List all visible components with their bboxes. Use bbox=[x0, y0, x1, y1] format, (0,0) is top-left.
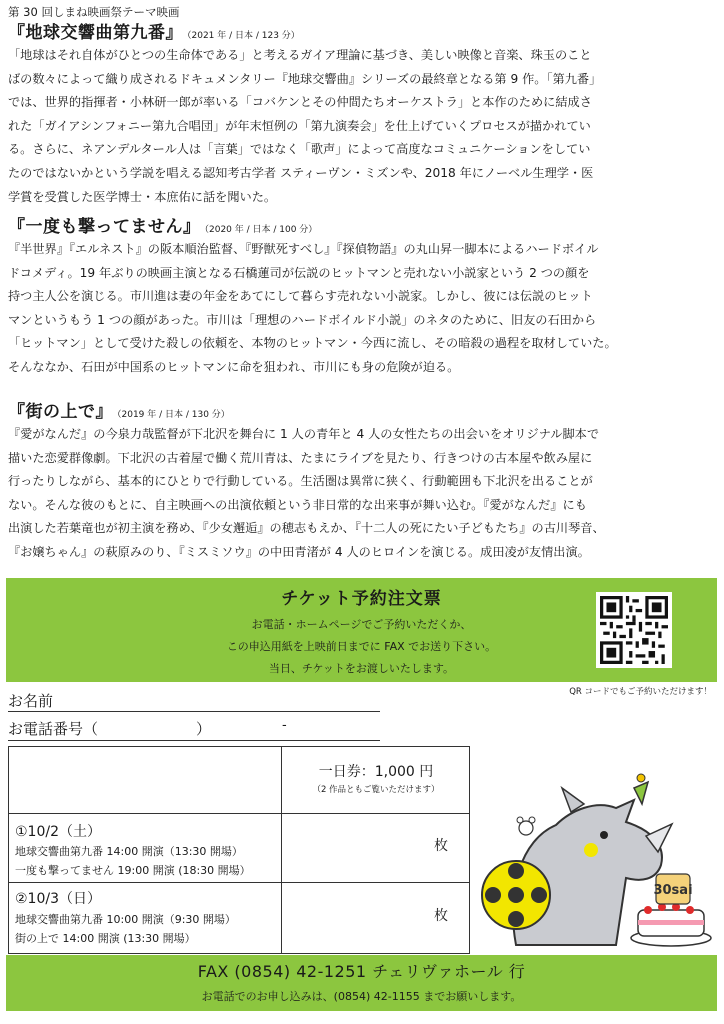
ticket-instruction: お電話・ホームページでご予約いただくか、 bbox=[251, 618, 472, 631]
cake-label: 30sai bbox=[653, 883, 693, 898]
film-heading bbox=[8, 18, 716, 43]
film-meta: （2021 年 / 日本 / 123 分） bbox=[187, 31, 300, 41]
showtime: 街の上で 14:00 開演 (13:30 開場） bbox=[15, 932, 196, 945]
desc-line: 行ったりしながら、基本的にひとりで行動している。生活圏は異常に狭く、行動範囲も下北沢を出ることが bbox=[8, 474, 593, 489]
showtime: 一度も撃ってません 19:00 開演 (18:30 開場） bbox=[15, 864, 251, 877]
showtime: 地球交響曲第九番 14:00 開演（13:30 開場） bbox=[15, 845, 243, 858]
phone-close-paren: ） bbox=[196, 720, 212, 738]
party-hat-icon bbox=[634, 782, 648, 804]
desc-line: 学賞を受賞した医学博士・本庶佑に話を聞いた。 bbox=[8, 189, 277, 204]
desc-line: ドコメディ。19 年ぶりの映画主演となる石橋蓮司が伝説のヒットマンと売れない小説家という 2 つの顔を bbox=[8, 265, 590, 280]
ticket-quantity-field[interactable]: 枚 bbox=[434, 908, 448, 924]
desc-line: 『半世界』『エルネスト』の阪本順治監督、『野獣死すべし』『探偵物語』の丸山昇一脚本によるハードボイル bbox=[8, 242, 599, 256]
price-note: （2 作品ともご覧いただけます） bbox=[312, 785, 440, 795]
desc-line: そんななか、石田が中国系のヒットマンに命を狙われ、市川にも身の危険が迫る。 bbox=[8, 359, 460, 374]
order-table bbox=[8, 746, 470, 954]
desc-line: 「ヒットマン」として受けた殺しの依頼を、本物のヒットマン・今西に流し、その暗殺の過程を取材していた。 bbox=[8, 336, 617, 351]
desc-line: では、世界的指揮者・小林研一郎が率いる「コバケンとその仲間たちオーケストラ」と本作のために結成さ bbox=[8, 95, 592, 110]
film-meta: （2019 年 / 日本 / 130 分） bbox=[117, 410, 230, 420]
ticket-title: チケット予約注文票 bbox=[281, 589, 442, 609]
rhino-mascot-illustration bbox=[476, 770, 716, 955]
desc-line: 出演した若葉竜也が初主演を務め、『少女邂逅』の穂志もえか、『十二人の死にたい子どもたち』の古川琴音、 bbox=[8, 521, 605, 536]
desc-line: れた「ガイアシンフォニー第九合唱団」が年末恒例の「第九演奏会」を仕上げていくプロセスが描かれてい bbox=[8, 118, 591, 133]
qr-note: QR コードでもご予約いただけます！ bbox=[569, 687, 712, 697]
film-section-2 bbox=[8, 212, 716, 380]
film-description bbox=[8, 238, 716, 380]
desc-line: 描いた恋愛群像劇。下北沢の古着屋で働く荒川青は、たまにライブを見たり、行きつけの古本屋や飲み屋に bbox=[8, 450, 593, 465]
phone-dash: - bbox=[282, 718, 287, 733]
desc-line: 「地球はそれ自体がひとつの生命体である」と考えるガイア理論に基づき、美しい映像と音楽、珠玉のこと bbox=[8, 48, 592, 62]
ticket-order-box bbox=[6, 578, 717, 682]
film-heading bbox=[8, 212, 716, 237]
film-meta: （2020 年 / 日本 / 100 分） bbox=[204, 225, 318, 235]
desc-line: 持つ主人公を演じる。市川進は妻の年金をあてにして暮らす売れない小説家。しかし、彼には伝説のヒット bbox=[8, 289, 593, 304]
desc-line: 『愛がなんだ』の今泉力哉監督が下北沢を舞台に 1 人の青年と 4 人の女性たちの出会いをオリジナル脚本で bbox=[8, 427, 600, 441]
phone-label: お電話番号（ bbox=[8, 720, 99, 738]
film-reel-icon bbox=[482, 861, 550, 929]
ticket-instruction: 当日、チケットをお渡しいたします。 bbox=[268, 662, 455, 675]
qr-code-icon bbox=[600, 596, 668, 664]
film-title: 『地球交響曲第九番』 bbox=[8, 23, 183, 43]
film-description bbox=[8, 423, 716, 565]
phone-field[interactable] bbox=[8, 740, 380, 741]
desc-line: ない。そんな彼のもとに、自主映画への出演依頼という非日常的な出来事が舞い込む。『愛がなんだ』にも bbox=[8, 497, 587, 512]
table-divider bbox=[9, 882, 469, 883]
qr-code[interactable] bbox=[596, 592, 672, 668]
phone-note: お電話でのお申し込みは、(0854) 42-1155 までお願いします。 bbox=[201, 990, 522, 1003]
desc-line: たのではないかという学説を唱える認知考古学者 スティーヴン・ミズンや、2018 年にノーベル生理学・医 bbox=[8, 165, 594, 180]
table-divider bbox=[9, 813, 469, 814]
film-section-3 bbox=[8, 397, 716, 565]
film-description bbox=[8, 44, 716, 209]
ticket-instruction: この申込用紙を上映前日までに FAX でお送り下さい。 bbox=[226, 640, 497, 653]
showtime: 地球交響曲第九番 10:00 開演（9:30 開場） bbox=[15, 913, 236, 926]
fax-footer bbox=[6, 955, 717, 1011]
desc-line: ばの数々によって織り成されるドキュメンタリー『地球交響曲』シリーズの最終章となる第 9 作。「第九番」 bbox=[8, 71, 602, 86]
show-date: ①10/2（土） bbox=[15, 824, 101, 840]
festival-header: 第 30 回しまね映画祭テーマ映画 bbox=[8, 5, 180, 19]
show-date: ②10/3（日） bbox=[15, 891, 101, 907]
film-heading bbox=[8, 397, 716, 422]
desc-line: マンというもう 1 つの顔があった。市川は「理想のハードボイルド小説」のネタのために、旧友の石田から bbox=[8, 312, 597, 327]
birthday-cake-icon bbox=[631, 874, 711, 946]
name-label: お名前 bbox=[8, 692, 54, 710]
ticket-quantity-field[interactable]: 枚 bbox=[434, 838, 448, 854]
fax-number: FAX (0854) 42-1251 チェリヴァホール 行 bbox=[197, 962, 526, 981]
desc-line: 『お嬢ちゃん』の萩原みのり、『ミスミソウ』の中田青渚が 4 人のヒロインを演じる。成田凌が友情出演。 bbox=[8, 544, 590, 559]
name-field[interactable] bbox=[8, 711, 380, 712]
price-label: 一日券：1,000 円 bbox=[318, 764, 434, 780]
desc-line: る。さらに、ネアンデルタール人は「言葉」ではなく「歌声」によって高度なコミュニケーションをしてい bbox=[8, 142, 591, 157]
film-section-1 bbox=[8, 18, 716, 209]
film-title: 『一度も撃ってません』 bbox=[8, 217, 201, 237]
film-title: 『街の上で』 bbox=[8, 402, 113, 422]
